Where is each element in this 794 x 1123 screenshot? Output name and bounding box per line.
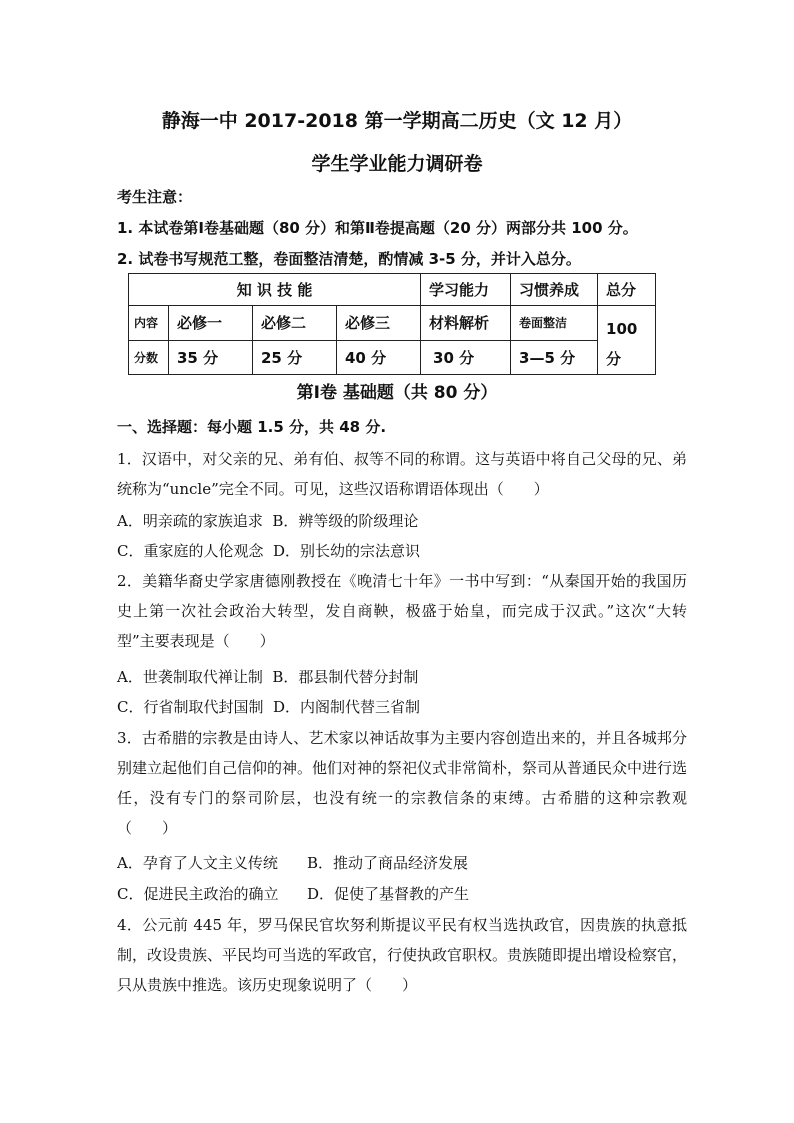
question-1-options-row-1 <box>117 510 418 531</box>
question-2-options-row-1 <box>117 666 418 687</box>
question-2-stem: 2．美籍华裔史学家唐德刚教授在《晚清七十年》一书中写到：“从秦国开始的我国历史上第一次社会政治大转型，发自商鞅，极盛于始皇，而完成于汉武。”这次“大转型”主要表现是（ ） <box>117 572 687 650</box>
option: C．重家庭的人伦观念 <box>117 542 264 560</box>
option: B．辨等级的阶级理论 <box>272 512 419 530</box>
table-cell: 材料解析 <box>421 306 511 341</box>
table-cell: 必修二 <box>253 306 337 341</box>
option: B．推动了商品经济发展 <box>307 854 469 872</box>
exam-title: 静海一中 2017-2018 第一学期高二历史（文 12 月） <box>161 110 633 132</box>
option: D．别长幼的宗法意识 <box>273 542 421 560</box>
table-cell: 卷面整洁 <box>511 306 598 341</box>
table-cell: 必修一 <box>169 306 253 341</box>
table-cell: 30 分 <box>421 340 511 375</box>
question-1-stem: 1．汉语中，对父亲的兄、弟有伯、叔等不同的称谓。这与英语中将自己父母的兄、弟统称为“uncle”完全不同。可见，这些汉语称谓语体现出（ ） <box>117 450 687 498</box>
question-2-options-row-2 <box>117 696 420 717</box>
total-value: 100 <box>606 320 638 338</box>
notice-heading: 考生注意： <box>117 188 193 206</box>
part-heading: 一、选择题：每小题 1.5 分，共 48 分. <box>117 418 387 436</box>
table-cell: 必修三 <box>337 306 421 341</box>
table-cell: 35 分 <box>169 340 253 375</box>
table-total-cell <box>598 306 656 375</box>
question-3-options-row-1 <box>117 852 468 873</box>
option: D．促使了基督教的产生 <box>307 885 470 903</box>
table-cell: 3—5 分 <box>511 340 598 375</box>
option: B．郡县制代替分封制 <box>272 668 419 686</box>
notice-item-2: 2. 试卷书写规范工整，卷面整洁清楚，酌情减 3-5 分，并计入总分。 <box>117 250 581 268</box>
option: A．孕育了人文主义传统 <box>117 854 278 872</box>
notice-item-1: 1. 本试卷第Ⅰ卷基础题（80 分）和第Ⅱ卷提高题（20 分）两部分共 100 分。 <box>117 219 638 237</box>
exam-subtitle: 学生学业能力调研卷 <box>311 153 483 175</box>
question-4-stem: 4．公元前 445 年，罗马保民官坎努利斯提议平民有权当选执政官，因贵族的执意抵制，改设贵族、平民均可当选的军政官，行使执政官职权。贵族随即提出增设检察官，只从贵族中推选。该历史现象说明了（ ） <box>117 916 688 994</box>
table-cell: 25 分 <box>253 340 337 375</box>
option: A．世袭制取代禅让制 <box>117 668 263 686</box>
table-head-total: 总分 <box>598 274 656 306</box>
option: A．明亲疏的家族追求 <box>117 512 263 530</box>
score-table <box>128 273 656 375</box>
table-head-ability: 学习能力 <box>421 274 511 306</box>
option: C．促进民主政治的确立 <box>117 885 279 903</box>
question-3-options-row-2 <box>117 883 469 904</box>
option: D．内阁制代替三省制 <box>273 698 421 716</box>
question-3-stem: 3．古希腊的宗教是由诗人、艺术家以神话故事为主要内容创造出来的，并且各城邦分别建立起他们自己信仰的神。他们对神的祭祀仪式非常简朴，祭司从普通民众中进行选任，没有专门的祭司阶层，也没有统一的宗教信条的束缚。古希腊的这种宗教观（ ） <box>117 729 688 837</box>
question-1-options-row-2 <box>117 540 420 561</box>
table-cell: 分数 <box>129 340 169 375</box>
total-unit: 分 <box>606 350 622 368</box>
table-head-knowledge: 知 识 技 能 <box>129 274 421 306</box>
table-cell: 40 分 <box>337 340 421 375</box>
table-cell: 内容 <box>129 306 169 341</box>
table-head-habit: 习惯养成 <box>511 274 598 306</box>
option: C．行省制取代封国制 <box>117 698 264 716</box>
section-title: 第Ⅰ卷 基础题（共 80 分） <box>296 383 498 403</box>
